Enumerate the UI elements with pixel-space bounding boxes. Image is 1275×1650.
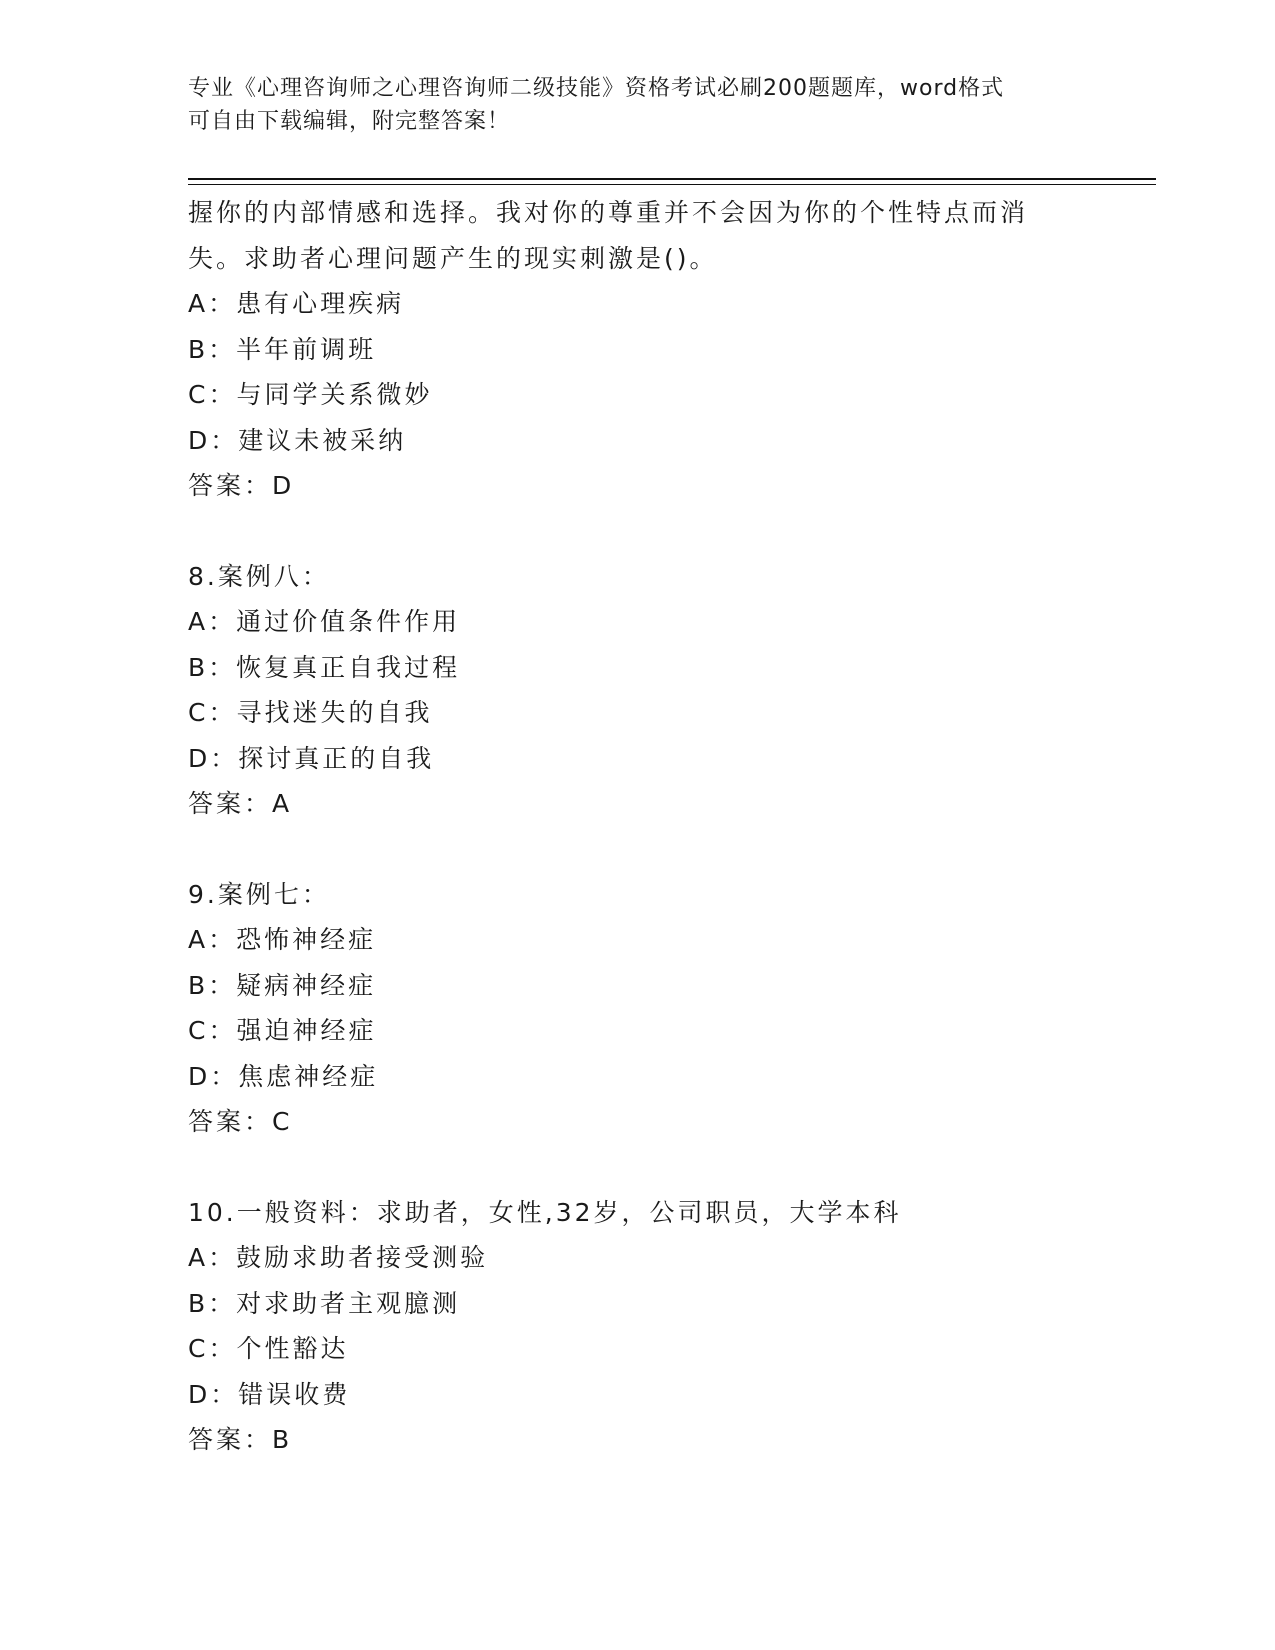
question-10: [188, 1190, 1088, 1463]
question-list: [188, 190, 1088, 1463]
option-b: B：疑病神经症: [188, 970, 377, 1000]
option-a: A：患有心理疾病: [188, 289, 405, 318]
question-8: [188, 554, 1088, 827]
option-b: B：恢复真正自我过程: [188, 652, 461, 682]
option-d: D：焦虑神经症: [188, 1061, 379, 1091]
question-stem-continued: 握你的内部情感和选择。我对你的尊重并不会因为你的个性特点而消: [188, 198, 1029, 227]
answer: 答案：C: [188, 1107, 293, 1136]
question-stem: 9.案例七：: [188, 879, 330, 909]
option-a: A：通过价值条件作用: [188, 607, 461, 636]
spacer: [188, 827, 1088, 872]
answer: 答案：A: [188, 789, 293, 818]
option-c: C：强迫神经症: [188, 1016, 377, 1045]
answer: 答案：D: [188, 471, 295, 500]
document-header: [188, 72, 1068, 138]
option-b: B：半年前调班: [188, 334, 377, 364]
option-a: A：鼓励求助者接受测验: [188, 1243, 489, 1272]
question-stem: 8.案例八：: [188, 561, 330, 591]
option-d: D：错误收费: [188, 1379, 351, 1409]
option-c: C：个性豁达: [188, 1334, 349, 1363]
option-c: C：寻找迷失的自我: [188, 698, 433, 727]
option-d: D：建议未被采纳: [188, 425, 407, 455]
option-b: B：对求助者主观臆测: [188, 1288, 461, 1318]
option-d: D：探讨真正的自我: [188, 743, 435, 773]
header-line-1: 专业《心理咨询师之心理咨询师二级技能》资格考试必刷200题题库，word格式: [188, 76, 1005, 101]
option-c: C：与同学关系微妙: [188, 380, 433, 409]
header-line-2: 可自由下载编辑，附完整答案！: [188, 109, 511, 134]
option-a: A：恐怖神经症: [188, 925, 377, 954]
question-stem: 10.一般资料：求助者，女性,32岁，公司职员，大学本科: [188, 1197, 902, 1227]
header-divider-thin: [188, 184, 1156, 185]
answer: 答案：B: [188, 1425, 293, 1454]
header-divider-thick: [188, 178, 1156, 180]
question-7: [188, 190, 1088, 509]
question-stem-continued: 失。求助者心理问题产生的现实刺激是()。: [188, 243, 718, 273]
spacer: [188, 1145, 1088, 1190]
question-9: [188, 872, 1088, 1145]
spacer: [188, 509, 1088, 554]
